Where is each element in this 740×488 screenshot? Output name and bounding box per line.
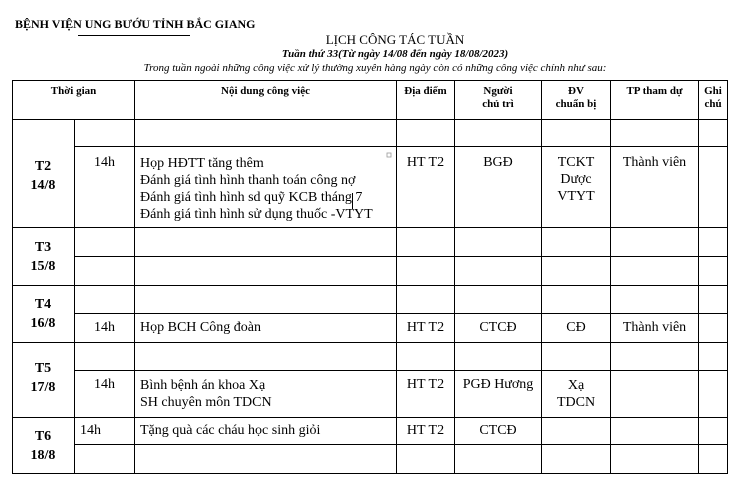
col-header-host-line1: Người	[483, 85, 513, 97]
prepare-line: TDCN	[556, 395, 596, 410]
content-cell: Tặng quà các cháu học sinh giỏi	[140, 423, 321, 438]
hospital-name: BỆNH VIỆN UNG BƯỚU TỈNH BẮC GIANG	[15, 17, 256, 31]
day-name: T2	[34, 159, 52, 174]
attendees-cell: Thành viên	[622, 155, 687, 170]
day-label-t3	[13, 238, 73, 276]
location-cell: HT T2	[406, 423, 445, 438]
prepare-cell	[542, 154, 610, 205]
day-label-t5	[13, 359, 73, 397]
col-header-attendees: TP tham dự	[626, 85, 683, 97]
day-name: T3	[34, 240, 52, 255]
attendees-cell: Thành viên	[622, 320, 687, 335]
location-cell: HT T2	[406, 155, 445, 170]
col-header-prepare-line1: ĐV	[568, 85, 584, 97]
content-cell	[140, 155, 373, 223]
day-name: T6	[34, 429, 52, 444]
prepare-line: TCKT	[557, 155, 595, 170]
week-subtitle: Tuần thứ 33(Từ ngày 14/08 đến ngày 18/08/2023)	[281, 48, 509, 60]
location-cell: HT T2	[406, 377, 445, 392]
content-line: Đánh giá tình hình thanh toán công nợ	[140, 173, 356, 188]
content-line: SH chuyên môn TDCN	[140, 395, 272, 410]
col-header-prepare-line2: chuẩn bị	[555, 98, 597, 110]
col-header-notes-line2: chú	[704, 98, 722, 110]
prepare-line: VTYT	[557, 189, 595, 204]
col-header-prepare	[542, 85, 610, 111]
content-line: Bình bệnh án khoa Xạ	[140, 378, 266, 393]
day-name: T5	[34, 361, 52, 376]
col-header-host	[455, 85, 541, 111]
host-cell: CTCĐ	[479, 320, 517, 335]
col-header-notes-line1: Ghi	[704, 85, 722, 97]
content-line: Đánh giá tình hình sd quỹ KCB tháng 7	[140, 190, 363, 205]
content-cell	[140, 377, 272, 411]
col-header-host-line2: chủ trì	[482, 98, 514, 110]
cell-marker-icon	[387, 153, 391, 157]
location-cell: HT T2	[406, 320, 445, 335]
day-date: 15/8	[30, 259, 56, 274]
day-date: 14/8	[30, 178, 56, 193]
day-date: 17/8	[30, 380, 56, 395]
prepare-line: Dược	[560, 172, 592, 187]
time-cell: 14h	[94, 155, 115, 170]
day-label-t4	[13, 295, 73, 333]
time-cell: 14h	[94, 377, 115, 392]
content-cell: Họp BCH Công đoàn	[140, 320, 261, 335]
prepare-line: Xạ	[567, 378, 585, 393]
content-line: Họp HĐTT tăng thêm	[140, 156, 264, 171]
host-cell: BGĐ	[483, 155, 513, 170]
table-border	[13, 81, 728, 474]
time-cell: 14h	[80, 423, 101, 438]
page-title: LỊCH CÔNG TÁC TUẦN	[325, 32, 465, 47]
host-cell: PGĐ Hương	[462, 377, 534, 392]
host-cell: CTCĐ	[479, 423, 517, 438]
day-name: T4	[34, 297, 52, 312]
content-line: Đánh giá tình hình sử dụng thuốc -VTYT	[140, 207, 373, 222]
day-date: 16/8	[30, 316, 56, 331]
day-label-t6	[13, 427, 73, 465]
day-label-t2	[13, 157, 73, 195]
prepare-cell	[542, 377, 610, 411]
day-date: 18/8	[30, 448, 56, 463]
prepare-cell: CĐ	[566, 320, 586, 335]
intro-note: Trong tuần ngoài những công việc xử lý thường xuyên hàng ngày còn có những công việc chính như sau:	[143, 62, 607, 74]
col-header-notes	[699, 85, 727, 111]
col-header-time: Thời gian	[50, 85, 97, 97]
col-header-content: Nội dung công việc	[221, 85, 310, 97]
col-header-location: Địa điểm	[404, 85, 447, 97]
time-cell: 14h	[94, 320, 115, 335]
